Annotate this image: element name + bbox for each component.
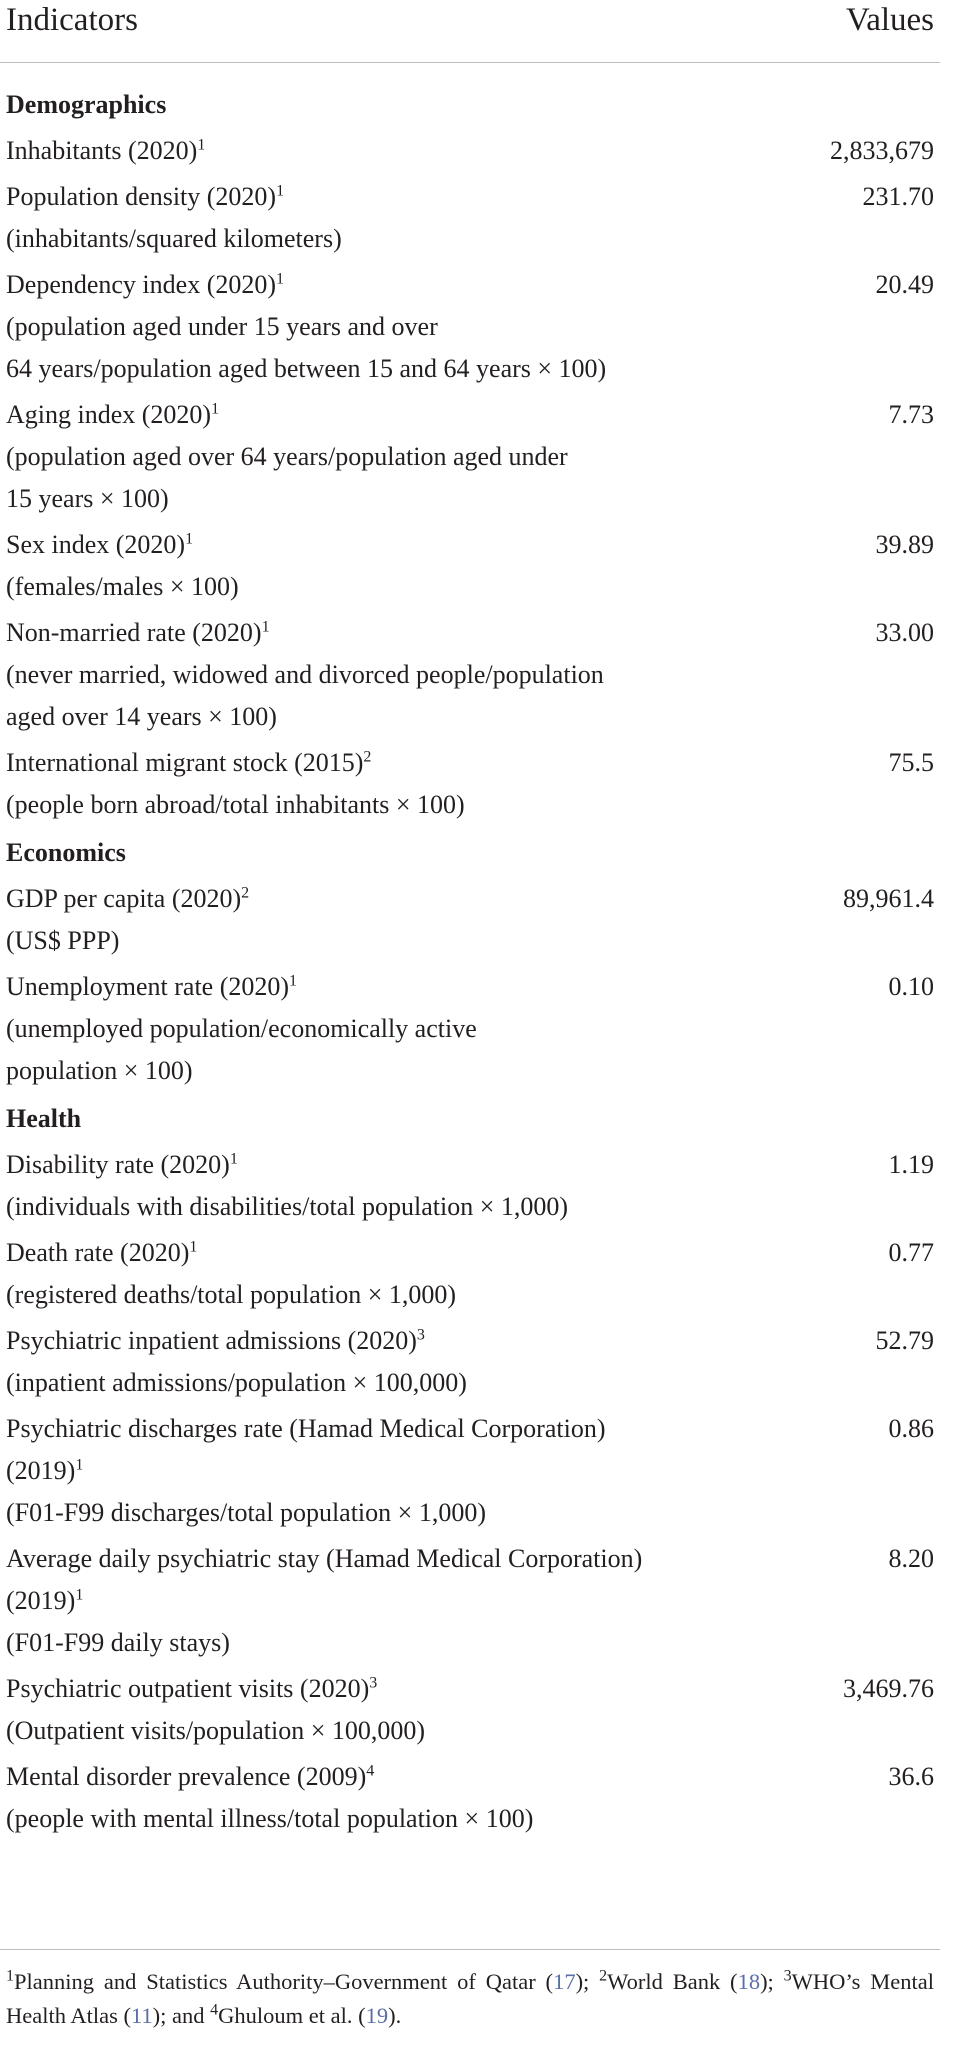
footnote-marker: 2 [599, 1967, 608, 1985]
indicator-definition: aged over 14 years × 100) [6, 702, 277, 731]
reference-link[interactable]: 17 [553, 1969, 576, 1994]
source-marker: 1 [185, 530, 194, 548]
table-row [0, 130, 940, 172]
indicator-name: Dependency index (2020) [6, 270, 277, 299]
indicator-value: 7.73 [888, 400, 934, 429]
footnote-text: Ghuloum et al. ( [218, 2003, 366, 2028]
indicator-definition: (registered deaths/total population × 1,000) [6, 1280, 457, 1309]
source-marker: 2 [241, 884, 250, 902]
indicator-name: International migrant stock (2015) [6, 748, 364, 777]
indicator-value: 39.89 [875, 530, 934, 559]
indicator-name: Population density (2020) [6, 182, 277, 211]
section-heading: Health [6, 1104, 82, 1133]
section-heading: Economics [6, 838, 126, 867]
source-marker: 1 [197, 136, 206, 154]
table-body [0, 84, 940, 1840]
indicator-label [0, 264, 706, 390]
indicator-label [0, 1538, 706, 1664]
source-marker: 1 [276, 270, 285, 288]
indicator-definition: (F01-F99 daily stays) [6, 1628, 230, 1657]
source-marker: 1 [289, 972, 298, 990]
indicator-label [0, 1668, 706, 1752]
footnote-marker: 4 [210, 2001, 219, 2019]
indicator-name: Psychiatric outpatient visits (2020) [6, 1674, 370, 1703]
indicator-name: Death rate (2020) [6, 1238, 190, 1267]
reference-link[interactable]: 18 [737, 1969, 761, 1994]
header-values: Values [846, 2, 934, 38]
source-marker: 1 [261, 618, 270, 636]
indicator-value: 20.49 [875, 270, 934, 299]
header-indicators: Indicators [6, 2, 138, 38]
indicator-label [0, 394, 706, 520]
table-row [0, 1756, 940, 1840]
indicator-value: 0.77 [888, 1238, 934, 1267]
indicator-name: Psychiatric inpatient admissions (2020) [6, 1326, 417, 1355]
footnote-divider [0, 1949, 940, 1950]
table-row [0, 966, 940, 1092]
indicator-definition: (population aged over 64 years/population aged under [6, 442, 568, 471]
indicator-value: 2,833,679 [830, 136, 934, 165]
indicator-name: Psychiatric discharges rate (Hamad Medical Corporation) [6, 1414, 606, 1443]
footnote-text: Planning and Statistics Authority–Government of Qatar ( [14, 1969, 554, 1994]
indicator-label [0, 1756, 706, 1840]
reference-link[interactable]: 19 [365, 2003, 389, 2028]
indicator-definition: (females/males × 100) [6, 572, 239, 601]
indicator-name: Aging index (2020) [6, 400, 212, 429]
footnote-text: World Bank ( [607, 1969, 738, 1994]
indicator-name: GDP per capita (2020) [6, 884, 242, 913]
footnote-marker: 1 [6, 1967, 14, 1985]
source-marker: 1 [229, 1150, 238, 1168]
table-header [0, 0, 940, 63]
indicator-year: (2019) [6, 1586, 76, 1615]
footnote-text: ); [760, 1969, 774, 1994]
indicator-label [0, 130, 706, 172]
indicator-value: 36.6 [888, 1762, 934, 1791]
indicator-name-cont [6, 1450, 706, 1492]
source-marker: 3 [416, 1326, 425, 1344]
footnote-text: ); and [152, 2003, 211, 2028]
indicator-name: Mental disorder prevalence (2009) [6, 1762, 367, 1791]
indicator-value: 0.10 [888, 972, 934, 1001]
indicator-label [0, 1144, 706, 1228]
table-row [0, 878, 940, 962]
indicator-definition: (inhabitants/squared kilometers) [6, 224, 342, 253]
indicator-value: 89,961.4 [843, 884, 934, 913]
footnote-marker: 3 [783, 1967, 792, 1985]
indicator-label [0, 176, 706, 260]
indicator-definition: (inpatient admissions/population × 100,000) [6, 1368, 467, 1397]
indicator-name: Inhabitants (2020) [6, 136, 198, 165]
indicator-definition: (never married, widowed and divorced people/population [6, 660, 604, 689]
source-marker: 1 [211, 400, 220, 418]
indicator-definition: (people with mental illness/total population × 100) [6, 1804, 534, 1833]
table-row [0, 394, 940, 520]
source-marker: 1 [276, 182, 285, 200]
indicator-label [0, 1408, 706, 1534]
indicator-value: 1.19 [888, 1150, 934, 1179]
indicator-value: 231.70 [862, 182, 934, 211]
table-row [0, 524, 940, 608]
table-row [0, 1408, 940, 1534]
indicator-label [0, 878, 706, 962]
table-row [0, 742, 940, 826]
table-row [0, 176, 940, 260]
indicator-label [0, 742, 706, 826]
table-row [0, 1144, 940, 1228]
indicator-label [0, 966, 706, 1092]
indicator-label [0, 612, 706, 738]
indicator-definition: (unemployed population/economically active [6, 1014, 477, 1043]
indicator-value: 3,469.76 [843, 1674, 934, 1703]
source-marker: 1 [189, 1238, 198, 1256]
indicator-value: 0.86 [888, 1414, 934, 1443]
indicator-definition: (Outpatient visits/population × 100,000) [6, 1716, 426, 1745]
indicator-label [0, 524, 706, 608]
indicator-definition: 15 years × 100) [6, 484, 169, 513]
table-row [0, 264, 940, 390]
indicator-value: 8.20 [888, 1544, 934, 1573]
table-row [0, 1320, 940, 1404]
indicator-value: 75.5 [888, 748, 934, 777]
source-marker: 3 [369, 1674, 378, 1692]
footnote-text: ). [388, 2003, 402, 2028]
footnote-text: ); [575, 1969, 600, 1994]
source-marker: 2 [363, 748, 372, 766]
indicator-definition: population × 100) [6, 1056, 193, 1085]
indicator-name: Disability rate (2020) [6, 1150, 230, 1179]
indicator-year: (2019) [6, 1456, 76, 1485]
footnote-text: WHO’s Mental Health Atlas ( [6, 1969, 935, 2028]
indicator-name: Non-married rate (2020) [6, 618, 262, 647]
reference-link[interactable]: 11 [130, 2003, 153, 2028]
indicator-name-cont [6, 1580, 706, 1622]
table-row [0, 612, 940, 738]
indicator-definition: (US$ PPP) [6, 926, 120, 955]
indicator-label [0, 1232, 706, 1316]
indicator-name: Average daily psychiatric stay (Hamad Medical Corporation) [6, 1544, 643, 1573]
table-row [0, 1232, 940, 1316]
indicator-value: 33.00 [875, 618, 934, 647]
indicator-definition: (population aged under 15 years and over [6, 312, 438, 341]
indicator-definition: (people born abroad/total inhabitants × 100) [6, 790, 465, 819]
source-marker: 1 [75, 1456, 84, 1474]
indicator-definition: 64 years/population aged between 15 and 64 years × 100) [6, 354, 607, 383]
indicator-name: Sex index (2020) [6, 530, 186, 559]
table-row [0, 1668, 940, 1752]
section-heading: Demographics [6, 90, 167, 119]
indicator-definition: (individuals with disabilities/total population × 1,000) [6, 1192, 569, 1221]
source-marker: 4 [366, 1762, 375, 1780]
source-marker: 1 [75, 1586, 84, 1604]
indicator-name: Unemployment rate (2020) [6, 972, 290, 1001]
footnote [6, 1965, 934, 2033]
indicator-definition: (F01-F99 discharges/total population × 1,000) [6, 1498, 486, 1527]
table-row [0, 1538, 940, 1664]
indicator-value: 52.79 [875, 1326, 934, 1355]
indicator-label [0, 1320, 706, 1404]
